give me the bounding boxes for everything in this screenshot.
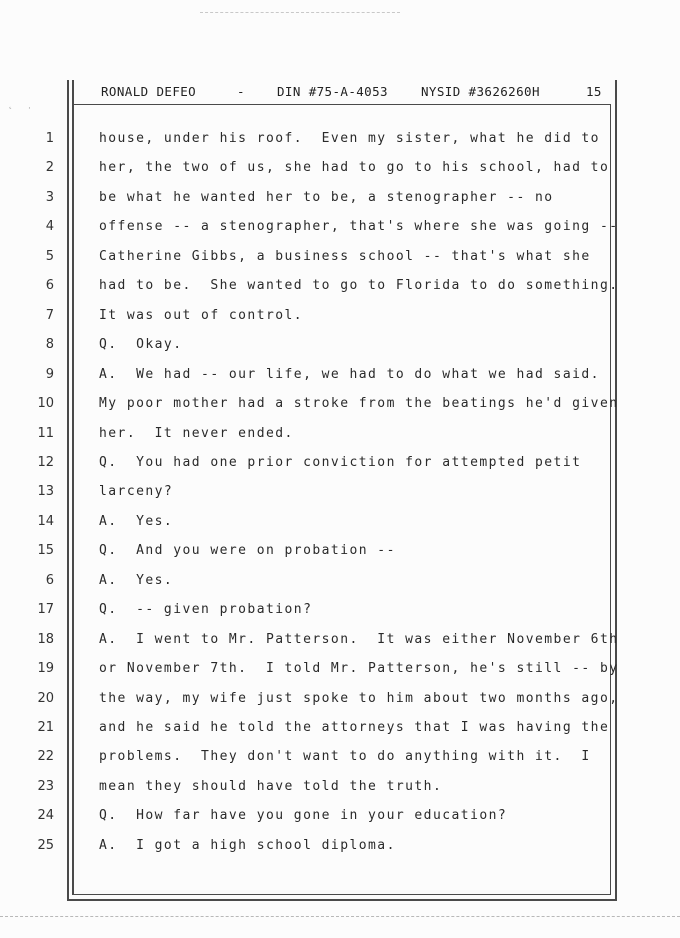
line-number: 22 [37, 749, 54, 764]
transcript-line: Q. Okay. [99, 337, 183, 352]
line-number: 4 [45, 219, 54, 234]
transcript-line: had to be. She wanted to go to Florida to do something. [99, 278, 619, 293]
line-number: 5 [45, 249, 54, 264]
line-number: 21 [37, 720, 54, 735]
transcript-line: My poor mother had a stroke from the beatings he'd given [99, 396, 619, 411]
line-number: 10 [37, 396, 54, 411]
transcript-line: larceny? [99, 484, 174, 499]
transcript-line: be what he wanted her to be, a stenographer -- no [99, 190, 554, 205]
transcript-line: problems. They don't want to do anything with it. I [99, 749, 591, 764]
header-din: DIN #75-A-4053 [277, 84, 388, 99]
transcript-line: the way, my wife just spoke to him about two months ago, [99, 691, 619, 706]
line-number: 6 [45, 278, 54, 293]
line-number: 14 [37, 514, 54, 529]
line-number: 1 [45, 131, 54, 146]
transcript-line: house, under his roof. Even my sister, what he did to [99, 131, 600, 146]
page-border-bottom-outer [67, 899, 617, 901]
line-number: 15 [37, 543, 54, 558]
line-number: 25 [37, 838, 54, 853]
transcript-line: A. Yes. [99, 514, 174, 529]
page-border-left-outer [67, 80, 69, 900]
transcript-line: Q. And you were on probation -- [99, 543, 396, 558]
header-name: RONALD DEFEO [101, 84, 197, 99]
transcript-line: A. I got a high school diploma. [99, 838, 396, 853]
transcript-line: her, the two of us, she had to go to his school, had to [99, 160, 610, 175]
header-rule [74, 104, 611, 105]
line-number: 20 [37, 691, 54, 706]
line-number: 19 [37, 661, 54, 676]
scan-speck: ˛ [8, 100, 13, 110]
page-header [101, 84, 602, 100]
transcript-line: It was out of control. [99, 308, 304, 323]
transcript-line: A. I went to Mr. Patterson. It was either November 6th [99, 632, 619, 647]
line-number: 9 [45, 367, 54, 382]
scan-speck: · [28, 104, 31, 114]
line-number: 6 [45, 573, 54, 588]
line-number: 13 [37, 484, 54, 499]
transcript-line: Catherine Gibbs, a business school -- that's what she [99, 249, 591, 264]
header-separator: - [237, 84, 245, 99]
scan-artifact-bottom [0, 916, 680, 917]
transcript-line: her. It never ended. [99, 426, 294, 441]
line-number: 8 [45, 337, 54, 352]
line-number: 2 [45, 160, 54, 175]
transcript-line: A. We had -- our life, we had to do what we had said. [99, 367, 600, 382]
line-number: 12 [37, 455, 54, 470]
transcript-line: A. Yes. [99, 573, 174, 588]
page-border-right-outer [615, 80, 617, 900]
line-number: 17 [37, 602, 54, 617]
line-number: 23 [37, 779, 54, 794]
transcript-line: Q. -- given probation? [99, 602, 313, 617]
transcript-line: offense -- a stenographer, that's where she was going -- [99, 219, 619, 234]
scan-artifact-top [200, 12, 400, 13]
page-border-bottom-inner [72, 894, 611, 895]
transcript-line: Q. You had one prior conviction for attempted petit [99, 455, 582, 470]
page-border-left-inner [72, 80, 74, 895]
page-number: 15 [586, 84, 602, 99]
transcript-line: and he said he told the attorneys that I was having the [99, 720, 610, 735]
line-number: 7 [45, 308, 54, 323]
line-number: 24 [37, 808, 54, 823]
header-nysid: NYSID #3626260H [421, 84, 540, 99]
line-number: 11 [37, 426, 54, 441]
transcript-line: Q. How far have you gone in your education? [99, 808, 508, 823]
transcript-line: mean they should have told the truth. [99, 779, 443, 794]
line-number: 3 [45, 190, 54, 205]
transcript-line: or November 7th. I told Mr. Patterson, he's still -- by [99, 661, 619, 676]
line-number: 18 [37, 632, 54, 647]
